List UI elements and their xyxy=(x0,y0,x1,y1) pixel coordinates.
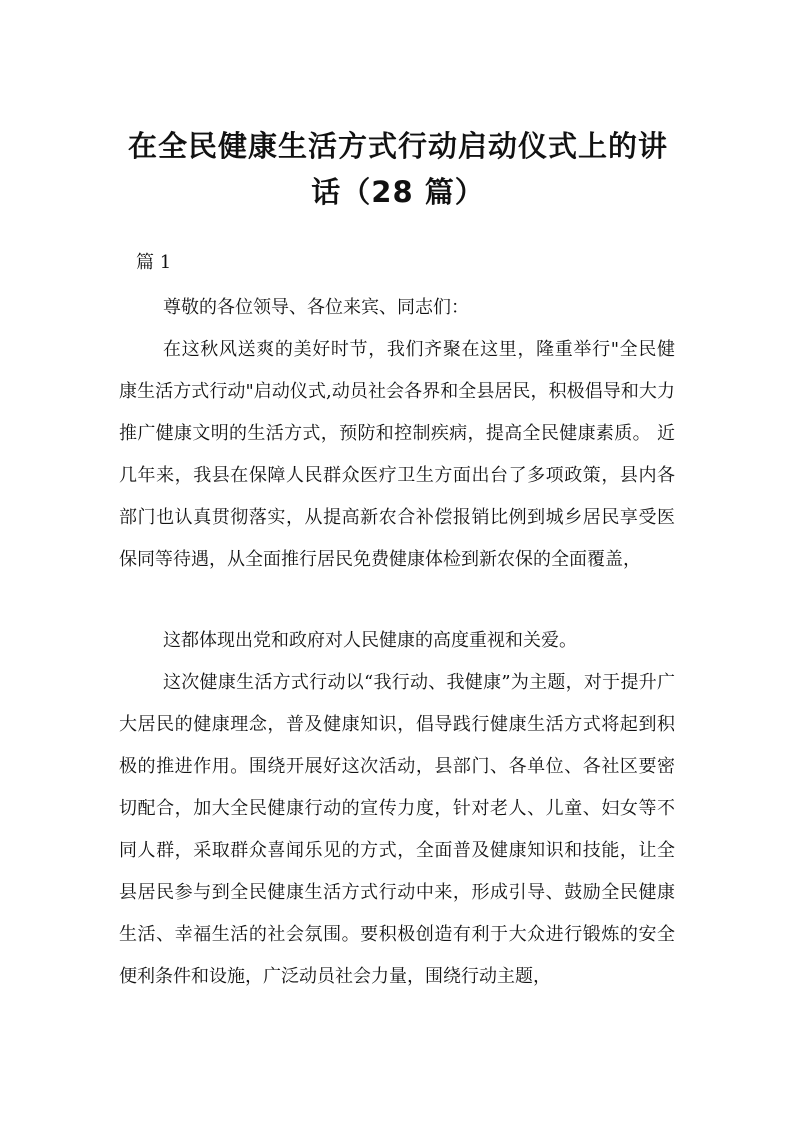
document-title-line-1: 在全民健康生活方式行动启动仪式上的讲 xyxy=(127,129,668,163)
document-title-line-2: 话（28 篇） xyxy=(311,175,485,209)
section-label: 篇 1 xyxy=(136,252,172,273)
body-paragraph: 这都体现出党和政府对人民健康的高度重视和关爱。 xyxy=(163,630,577,651)
body-paragraph: 在这秋风送爽的美好时节，我们齐聚在这里，隆重举行"全民健康生活方式行动"启动仪式,动员社会各界和全县居民，积极倡导和大力推广健康文明的生活方式，预防和控制疾病，提高全民健康素质。 近几年来，我县在保障人民群众医疗卫生方面出台了多项政策，县内各部门也认真贯彻落实，从提高新农合补偿报销比例到城乡居民享受医保同等待遇，从全面推行居民免费健康体检到新农保的全面覆盖， xyxy=(119,339,675,570)
salutation-paragraph: 尊敬的各位领导、各位来宾、同志们： xyxy=(163,297,469,318)
body-paragraph: 这次健康生活方式行动以“我行动、我健康”为主题，对于提升广大居民的健康理念，普及健康知识，倡导践行健康生活方式将起到积极的推进作用。围绕开展好这次活动，县部门、各单位、各社区要密切配合，加大全民健康行动的宣传力度，针对老人、儿童、妇女等不同人群，采取群众喜闻乐见的方式，全面普及健康知识和技能，让全县居民参与到全民健康生活方式行动中来，形成引导、鼓励全民健康生活、幸福生活的社会氛围。要积极创造有利于大众进行锻炼的安全便利条件和设施，广泛动员社会力量，围绕行动主题， xyxy=(119,672,675,987)
